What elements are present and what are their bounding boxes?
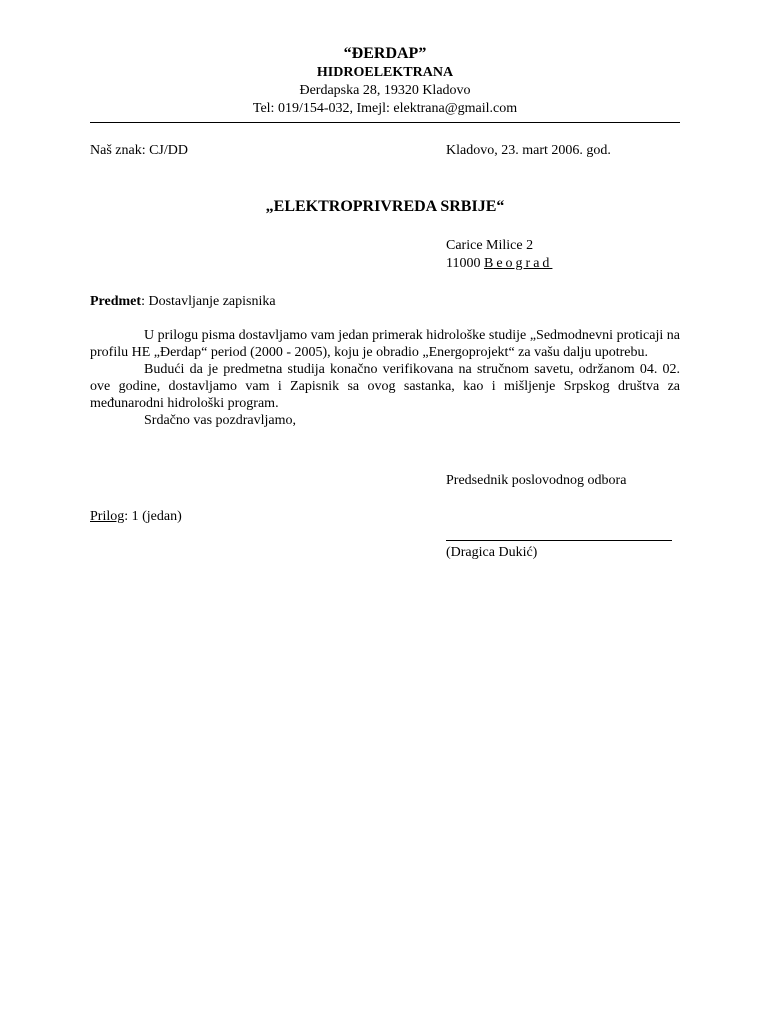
place-date: Kladovo, 23. mart 2006. god. xyxy=(446,143,611,158)
recipient-street: Carice Milice 2 xyxy=(446,238,534,253)
recipient-city-line xyxy=(446,255,552,272)
letter-body xyxy=(90,327,680,429)
reference-label: Naš znak: xyxy=(90,143,146,158)
signature-name: (Dragica Dukić) xyxy=(446,545,538,560)
body-paragraph-3: Srdačno vas pozdravljamo, xyxy=(144,413,297,428)
header-divider xyxy=(90,122,680,123)
company-type: HIDROELEKTRANA xyxy=(316,65,454,80)
body-paragraph-1: U prilogu pisma dostavljamo vam jedan primerak hidrološke studije „Sedmodnevni proticaji na profilu HE „Đerdap“ period (2000 - 2005), koju je obradio „Energoprojekt“ za vašu dalju upotrebu. xyxy=(90,328,680,360)
recipient-name: „ELEKTROPRIVREDA SRBIJE“ xyxy=(265,198,505,215)
company-address: Đerdapska 28, 19320 Kladovo xyxy=(299,83,471,98)
signature-line xyxy=(446,540,672,541)
attachment-text: : 1 (jedan) xyxy=(124,509,182,524)
subject-text: : Dostavljanje zapisnika xyxy=(141,294,276,309)
reference-value: CJ/DD xyxy=(149,143,188,158)
reference xyxy=(90,142,188,159)
attachment-label: Prilog xyxy=(90,509,125,524)
subject-label: Predmet xyxy=(90,294,142,309)
company-contact: Tel: 019/154-032, Imejl: elektrana@gmail.com xyxy=(252,101,518,116)
signature-title: Predsednik poslovodnog odbora xyxy=(446,473,627,488)
company-name: “ĐERDAP” xyxy=(343,45,427,62)
body-paragraph-2: Budući da je predmetna studija konačno verifikovana na stručnom savetu, održanom 04. 02. ove godine, dostavljamo vam i Zapisnik sa ovog sastanka, kao i mišljenje Srpskog društva za međunarodni hidrološki program. xyxy=(90,362,680,411)
subject-line xyxy=(90,293,276,310)
recipient-city: Beograd xyxy=(483,256,553,271)
recipient-postcode: 11000 xyxy=(446,256,481,271)
letterhead xyxy=(90,44,680,118)
attachment-line xyxy=(90,508,182,525)
